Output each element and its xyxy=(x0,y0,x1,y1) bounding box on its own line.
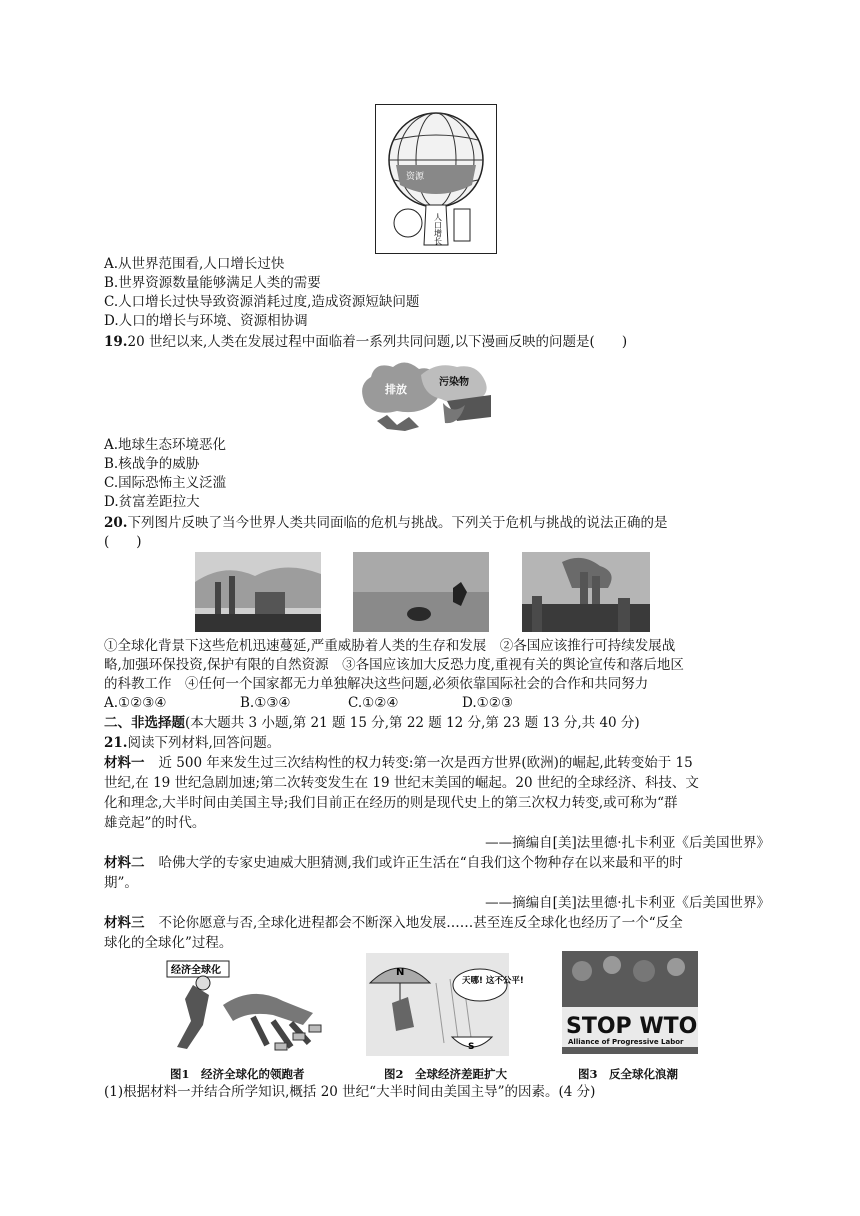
fig2-n-label: N xyxy=(396,967,405,978)
q18-option-a: A.从世界范围看,人口增长过快 xyxy=(104,256,285,272)
material-one-line-2: 世纪,在 19 世纪急剧加速;第二次转变发生在 19 世纪末美国的崛起。20 世纪的全球经济、科技、文 xyxy=(104,775,699,791)
material-two-source: ——摘编自[美]法里德·扎卡利亚《后美国世界》 xyxy=(485,895,770,911)
q20-option-a: A.①②③④ xyxy=(104,695,167,711)
q19-text: 20 世纪以来,人类在发展过程中面临着一系列共同问题,以下漫画反映的问题是( ) xyxy=(127,334,628,350)
economic-globalization-cartoon xyxy=(163,955,331,1055)
factory-smoke-photo xyxy=(195,552,321,632)
terror-attack-photo xyxy=(522,552,650,632)
q19-option-d: D.贫富差距拉大 xyxy=(104,494,200,510)
fig1-caption: 图1 经济全球化的领跑者 xyxy=(170,1067,305,1081)
fig3-caption: 图3 反全球化浪潮 xyxy=(578,1067,679,1081)
q19-option-b: B.核战争的威胁 xyxy=(104,456,200,472)
pollution-cartoon-image xyxy=(357,355,493,435)
material-one-line-4: 雄竞起”的时代。 xyxy=(104,815,206,831)
material-one-source: ——摘编自[美]法里德·扎卡利亚《后美国世界》 xyxy=(485,835,770,851)
material-one-line-3: 化和理念,大半时间由美国主导;我们目前正在经历的则是现代史上的第三次权力转变,或可称为“群 xyxy=(104,795,678,811)
q21-text: 阅读下列材料,回答问题。 xyxy=(127,735,281,751)
section-two-heading xyxy=(104,713,640,733)
material-three-label: 材料三 xyxy=(104,915,145,931)
q20-statement-3: 的科教工作 ④任何一个国家都无力单独解决这些问题,必须依靠国际社会的合作和共同努力 xyxy=(104,676,649,692)
q19-number: 19. xyxy=(104,334,128,350)
section-two-note: (本大题共 3 小题,第 21 题 15 分,第 22 题 12 分,第 23 题 13 分,共 40 分) xyxy=(185,715,640,731)
q18-option-d: D.人口的增长与环境、资源相协调 xyxy=(104,313,308,329)
fig2-caption: 图2 全球经济差距扩大 xyxy=(384,1067,508,1081)
globe-cartoon-image xyxy=(375,104,497,254)
material-one-text-1: 近 500 年来发生过三次结构性的权力转变:第一次是西方世界(欧洲)的崛起,此转变始于 15 xyxy=(158,755,693,771)
anti-globalization-photo xyxy=(562,951,698,1054)
fig3-sign-subtext: Alliance of Progressive Labor xyxy=(568,1038,684,1046)
material-two-text-1: 哈佛大学的专家史迪威大胆猜测,我们或许正生活在“自我们这个物种存在以来最和平的时 xyxy=(158,855,683,871)
material-three-line-2: 球化的全球化”过程。 xyxy=(104,935,233,951)
q20-text: 下列图片反映了当今世界人类共同面临的危机与挑战。下列关于危机与挑战的说法正确的是 xyxy=(127,515,668,531)
q20-stem-tail: ( ) xyxy=(104,534,142,550)
q20-statement-1: ①全球化背景下这些危机迅速蔓延,严重威胁着人类的生存和发展 ②各国应该推行可持续发展战 xyxy=(104,638,676,654)
q20-number: 20. xyxy=(104,515,128,531)
population-growth-label: 人口增长 xyxy=(433,213,443,245)
q18-option-b: B.世界资源数量能够满足人类的需要 xyxy=(104,275,321,291)
fig3-sign-text: STOP WTO xyxy=(566,1014,698,1039)
material-one-label: 材料一 xyxy=(104,755,145,771)
q18-option-c: C.人口增长过快导致资源消耗过度,造成资源短缺问题 xyxy=(104,294,420,310)
resource-label: 资源 xyxy=(406,172,425,182)
fig2-speech-bubble: 天哪! 这不公平! xyxy=(462,976,524,986)
q20-statement-2: 略,加强环保投资,保护有限的自然资源 ③各国应该加大反恐力度,重视有关的舆论宣传和落后地区 xyxy=(104,657,684,673)
material-three-line-1 xyxy=(104,913,683,933)
q21-stem xyxy=(104,733,280,753)
material-three-text-1: 不论你愿意与否,全球化进程都会不断深入地发展……甚至连反全球化也经历了一个“反全 xyxy=(158,915,683,931)
fig2-s-label: S xyxy=(468,1042,475,1052)
economic-gap-cartoon xyxy=(366,953,524,1056)
q21-number: 21. xyxy=(104,735,128,751)
emit-label: 排放 xyxy=(385,383,407,396)
q20-option-d: D.①②③ xyxy=(462,695,513,711)
pollutant-label: 污染物 xyxy=(439,377,469,388)
famine-photo xyxy=(353,552,489,632)
fig1-banner: 经济全球化 xyxy=(171,965,221,976)
material-one-line-1 xyxy=(104,753,693,773)
q20-stem xyxy=(104,513,668,533)
q19-option-a: A.地球生态环境恶化 xyxy=(104,437,227,453)
material-two-label: 材料二 xyxy=(104,855,145,871)
section-two-title: 二、非选择题 xyxy=(104,715,185,731)
q20-option-b: B.①③④ xyxy=(240,695,291,711)
material-two-line-2: 期”。 xyxy=(104,875,138,891)
material-two-line-1 xyxy=(104,853,683,873)
q20-option-c: C.①②④ xyxy=(348,695,399,711)
q19-option-c: C.国际恐怖主义泛滥 xyxy=(104,475,227,491)
q19-stem xyxy=(104,332,627,352)
q21-sub-question-1: (1)根据材料一并结合所学知识,概括 20 世纪“大半时间由美国主导”的因素。(4 分) xyxy=(104,1084,596,1100)
